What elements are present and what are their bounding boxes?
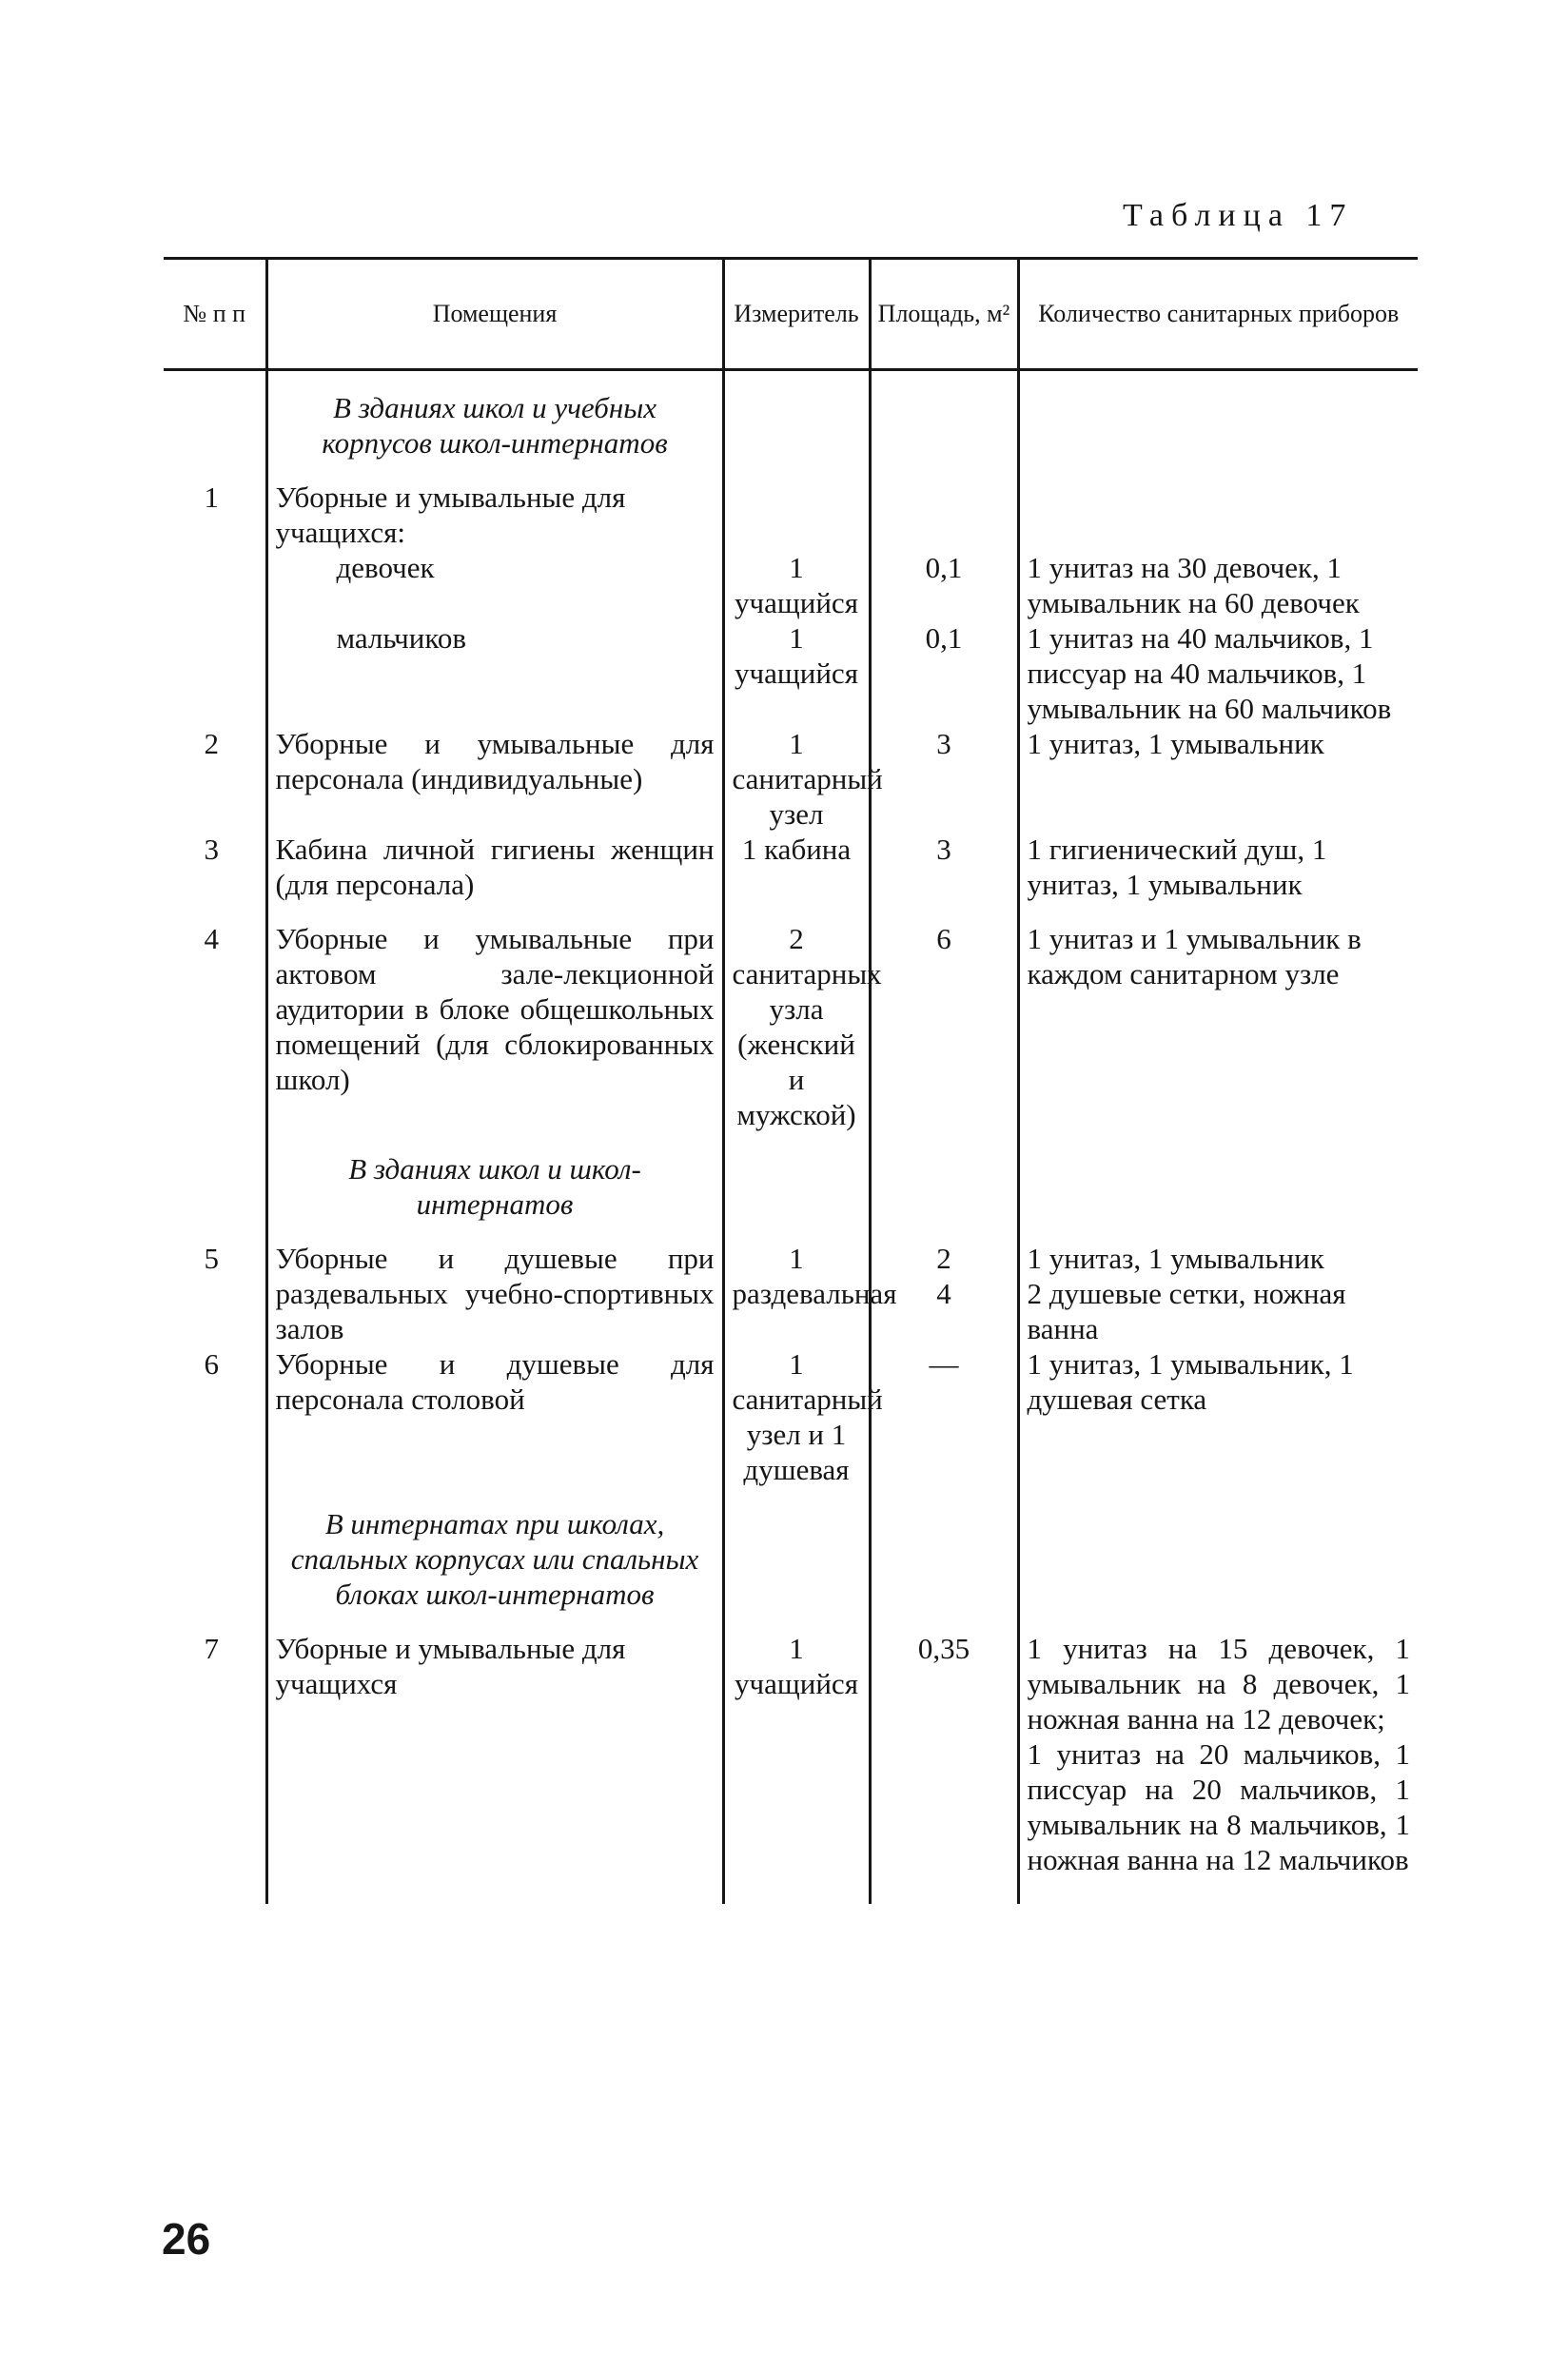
table-row [164,1241,1418,1346]
row-room: девочек [266,550,723,620]
row-unit: 1 кабина [723,832,870,902]
table-subrow [164,620,1418,726]
row-count: 1 унитаз на 40 мальчиков, 1 писсуар на 40 мальчиков, 1 умывальник на 60 мальчиков [1018,620,1418,726]
header-unit: Измеритель [723,259,870,370]
header-area: Площадь, м² [870,259,1018,370]
page-number: 26 [162,2214,211,2264]
row-room: Уборные и умывальные для учащихся: [266,480,723,550]
row-area: 0,1 [870,550,1018,620]
row-unit: 1 раздевальная [723,1241,870,1346]
section-heading: В интернатах при школах, спальных корпусах или спальных блоках школ-интернатов [266,1506,723,1612]
row-room: мальчиков [266,620,723,726]
header-count: Количество санитарных приборов [1018,259,1418,370]
row-num: 7 [204,1632,219,1665]
row-num: 1 [204,480,219,514]
row-room: Уборные и душевые для персонала столовой [266,1346,723,1487]
row-num: 4 [204,922,219,955]
row-room: Уборные и умывальные при актовом зале-лекционной аудитории в блоке общешкольных помещений (для сблокированных школ) [266,921,723,1132]
sanitary-table [164,257,1418,1904]
table-header-row [164,259,1418,370]
row-area: 0,35 [870,1631,1018,1877]
row-count: 1 унитаз на 15 девочек, 1 умывальник на 8 девочек, 1 ножная ванна на 12 девочек; 1 унитаз на 20 мальчиков, 1 писсуар на 20 мальчиков, 1 умывальник на 8 мальчиков, 1 ножная ванна на 12 мальчиков [1018,1631,1418,1877]
row-unit: 1 учащийся [723,1631,870,1877]
row-num: 3 [204,833,219,866]
row-count: 1 гигиенический душ, 1 унитаз, 1 умывальник [1018,832,1418,902]
row-num: 6 [204,1347,219,1381]
row-count: 1 унитаз на 30 девочек, 1 умывальник на 60 девочек [1018,550,1418,620]
row-area: 3 [870,832,1018,902]
section-row [164,1151,1418,1222]
row-unit: 1 санитарный узел [723,726,870,832]
row-area: 3 [870,726,1018,832]
header-room: Помещения [266,259,723,370]
row-room: Уборные и умывальные для учащихся [266,1631,723,1877]
row-unit: 1 учащийся [723,620,870,726]
table-row [164,921,1418,1132]
row-area: 6 [870,921,1018,1132]
row-count: 1 унитаз, 1 умывальник 2 душевые сетки, ножная ванна [1018,1241,1418,1346]
section-heading: В зданиях школ и школ-интернатов [266,1151,723,1222]
row-num: 2 [204,727,219,760]
table-row [164,1346,1418,1487]
table-row [164,480,1418,550]
row-area: — [870,1346,1018,1487]
row-room: Уборные и душевые при раздевальных учебно-спортивных залов [266,1241,723,1346]
section-row [164,390,1418,461]
row-num: 5 [204,1242,219,1275]
table-caption: Таблица 17 [1123,198,1354,233]
row-count: 1 унитаз, 1 умывальник [1018,726,1418,832]
table-row [164,832,1418,902]
row-unit: 1 санитарный узел и 1 душевая [723,1346,870,1487]
row-count: 1 унитаз и 1 умывальник в каждом санитарном узле [1018,921,1418,1132]
table-row [164,726,1418,832]
row-count: 1 унитаз, 1 умывальник, 1 душевая сетка [1018,1346,1418,1487]
table-subrow [164,550,1418,620]
row-room: Уборные и умывальные для персонала (индивидуальные) [266,726,723,832]
row-room: Кабина личной гигиены женщин (для персонала) [266,832,723,902]
row-area: 2 4 [870,1241,1018,1346]
section-heading: В зданиях школ и учебных корпусов школ-интернатов [266,390,723,461]
row-unit: 2 санитарных узла (женский и мужской) [723,921,870,1132]
table-row [164,1631,1418,1877]
row-unit: 1 учащийся [723,550,870,620]
section-row [164,1506,1418,1612]
row-area: 0,1 [870,620,1018,726]
header-num: № п п [164,259,266,370]
